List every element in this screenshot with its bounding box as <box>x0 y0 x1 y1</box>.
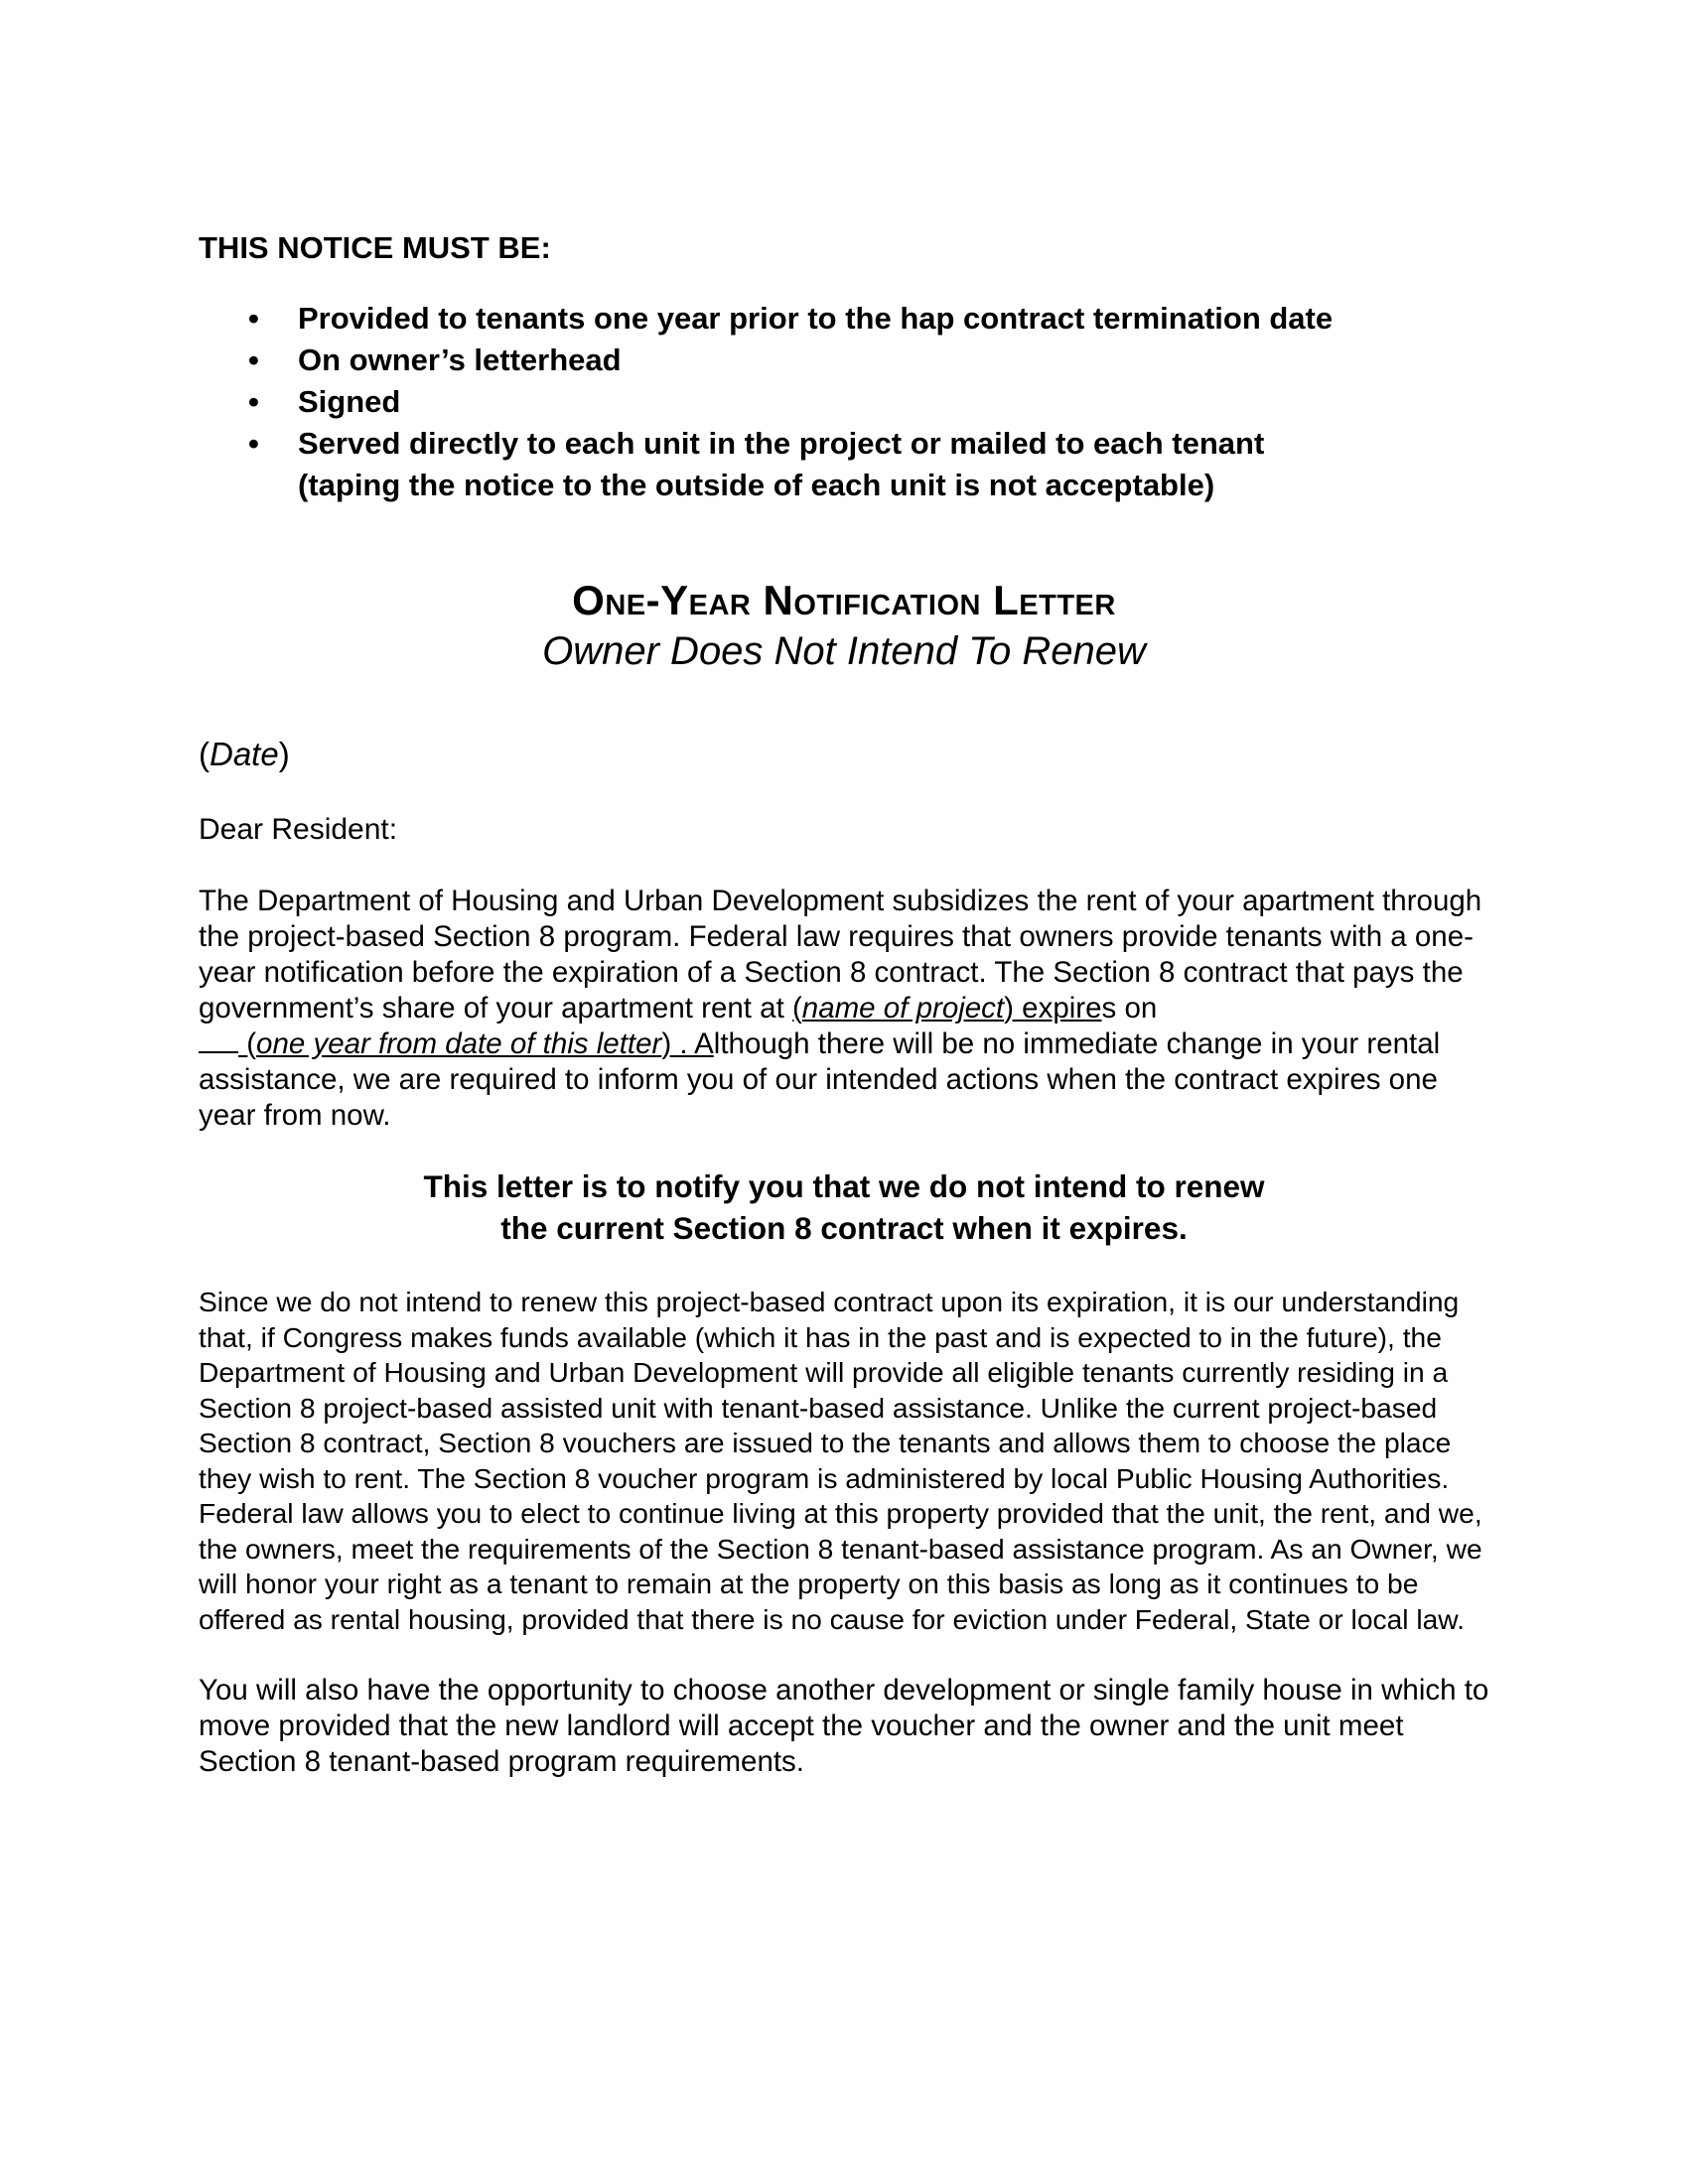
notice-heading: THIS NOTICE MUST BE: <box>199 230 551 265</box>
paragraph-moving-option: You will also have the opportunity to choose another development or single family house in which to move provided that the new landlord will accept the voucher and the owner and the unit meet Section 8 tenant-based program requirements. <box>199 1674 1489 1778</box>
letter-subtitle: Owner Does Not Intend To Renew <box>542 629 1146 673</box>
project-open: ( <box>791 992 802 1024</box>
list-item <box>199 423 1489 506</box>
paragraph-voucher-info: Since we do not intend to renew this project-based contract upon its expiration, it is our understanding that, if Congress makes funds available (which it has in the past and is expected to in the future), the Department of Housing and Urban Development will provide all eligible tenants currently residing in a Section 8 project-based assisted unit with tenant-based assistance. Unlike the current project-based Section 8 contract, Section 8 vouchers are issued to the tenants and allows them to choose the place they wish to rent. The Section 8 voucher program is administered by local Public Housing Authorities. Federal law allows you to elect to continue living at this property provided that the unit, the rent, and we, the owners, meet the requirements of the Section 8 tenant-based assistance program. As an Owner, we will honor your right as a tenant to remain at the property on this basis as long as it continues to be offered as rental housing, provided that there is no cause for eviction under Federal, State or local law. <box>199 1286 1482 1635</box>
requirements-list <box>199 298 1489 506</box>
requirement-text: Served directly to each unit in the project or mailed to each tenant <box>298 426 1265 461</box>
letter-title-block <box>199 576 1489 677</box>
expiry-close: ) . A <box>661 1027 714 1060</box>
bullet-icon: • <box>248 426 259 461</box>
bullet-icon: • <box>248 342 259 377</box>
requirement-text: On owner’s letterhead <box>298 342 622 377</box>
requirement-note: (taping the notice to the outside of each unit is not acceptable) <box>298 468 1215 502</box>
notification-line-1: This letter is to notify you that we do not intend to renew <box>423 1168 1265 1204</box>
blank-underline <box>199 1029 238 1053</box>
expiry-date-field <box>238 1027 714 1060</box>
date-text: Date <box>210 736 279 772</box>
date-close: ) <box>278 736 290 772</box>
intro-text-a: The Department of Housing and Urban Development subsidizes the rent of your apartment through the project-based Section 8 program. Federal law requires that owners provide tenants with a one-year notification before the expiration of a Section 8 contract. The Section 8 contract that pays the government’s share of your apartment rent at <box>199 885 1482 1024</box>
date-open: ( <box>199 736 210 772</box>
expiry-date-placeholder: one year from date of this letter <box>256 1027 662 1060</box>
requirement-text: Provided to tenants one year prior to the hap contract termination date <box>298 301 1334 336</box>
list-item <box>199 298 1489 340</box>
requirement-text: Signed <box>298 384 401 419</box>
letter-title: One-Year Notification Letter <box>572 577 1116 623</box>
salutation: Dear Resident: <box>199 813 398 846</box>
project-name-placeholder: name of project <box>801 992 1005 1024</box>
bullet-icon: • <box>248 384 259 419</box>
notification-statement <box>199 1165 1489 1249</box>
intro-text-b: s on <box>1101 992 1158 1024</box>
list-item <box>199 381 1489 423</box>
paragraph-intro <box>199 884 1489 1134</box>
notification-line-2: the current Section 8 contract when it expires. <box>500 1210 1188 1246</box>
document-page <box>199 228 1489 1780</box>
date-placeholder <box>199 735 1489 774</box>
list-item <box>199 340 1489 381</box>
project-name-field <box>792 992 1102 1024</box>
bullet-icon: • <box>248 301 259 336</box>
expiry-open: ( <box>246 1027 257 1060</box>
project-close: ) expire <box>1004 992 1102 1024</box>
intro-text-c: lthough there will be no immediate change in your rental assistance, we are required to inform you of our intended actions when the contract expires one year from now. <box>199 1027 1441 1132</box>
